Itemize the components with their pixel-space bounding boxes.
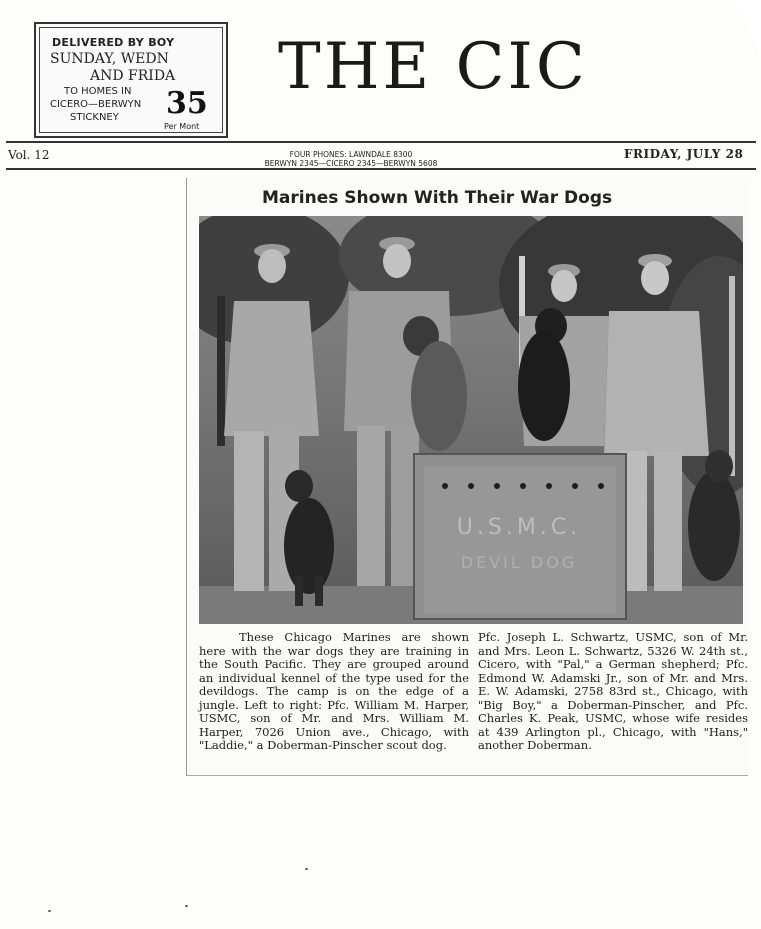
newspaper-masthead [0, 0, 761, 178]
phones-line-2: BERWYN 2345—CICERO 2345—BERWYN 5608 [264, 159, 438, 168]
phones-line-1: FOUR PHONES: LAWNDALE 8300 [289, 150, 413, 159]
issue-date: FRIDAY, JULY 28 [624, 147, 744, 161]
delivery-per-month: Per Mont [164, 122, 200, 131]
scan-speck [185, 905, 188, 907]
scan-speck [305, 868, 308, 870]
torn-corner [701, 0, 761, 60]
scan-speck [48, 910, 51, 912]
delivery-line-6: STICKNEY [70, 112, 119, 123]
article-column-left: These Chicago Marines are shown here with the war dogs they are training in the South Pacific. They are grouped around an individual kennel of the type used for the devildogs. The camp is on the edge of a jungle. Left to right: Pfc. William M. Harper, USMC, son of Mr. and Mrs. William M. Harper, 7026 Union ave., Chicago, with "Laddie," a Doberman-Pinscher scout dog. [199, 630, 469, 752]
delivery-line-4: TO HOMES IN [64, 86, 132, 97]
article-clipping [186, 178, 748, 776]
kennel-box [414, 454, 626, 619]
article-headline: Marines Shown With Their War Dogs [262, 188, 613, 208]
phone-numbers [236, 150, 466, 168]
kennel-label-usmc: U.S.M.C. [456, 515, 582, 540]
delivery-line-1: DELIVERED BY BOY [52, 36, 175, 49]
delivery-ad-box [34, 22, 228, 138]
marines-war-dogs-photo [199, 216, 743, 624]
kennel-label-devil-dog: DEVIL DOG [460, 553, 578, 572]
delivery-line-5: CICERO—BERWYN [50, 99, 142, 110]
delivery-price: 35 [166, 86, 208, 121]
masthead-rule-bottom [6, 168, 756, 170]
masthead-rule-top [6, 141, 756, 143]
delivery-line-3: AND FRIDA [90, 68, 176, 84]
photo-illustration [199, 216, 743, 624]
article-column-right: Pfc. Joseph L. Schwartz, USMC, son of Mr. and Mrs. Leon L. Schwartz, 5326 W. 24th st., Cicero, with "Pal," a German shepherd; Pfc. Edmond W. Adamski Jr., son of Mr. and Mrs. E. W. Adamski, 2758 83rd st., Chicago, with "Big Boy," a Doberman-Pinscher, and Pfc. Charles K. Peak, USMC, whose wife resides at 439 Arlington pl., Chicago, with "Hans," another Doberman. [478, 630, 748, 752]
volume-number: Vol. 12 [8, 148, 50, 162]
newspaper-title: THE CIC [278, 30, 588, 104]
delivery-line-2: SUNDAY, WEDN [50, 51, 169, 67]
